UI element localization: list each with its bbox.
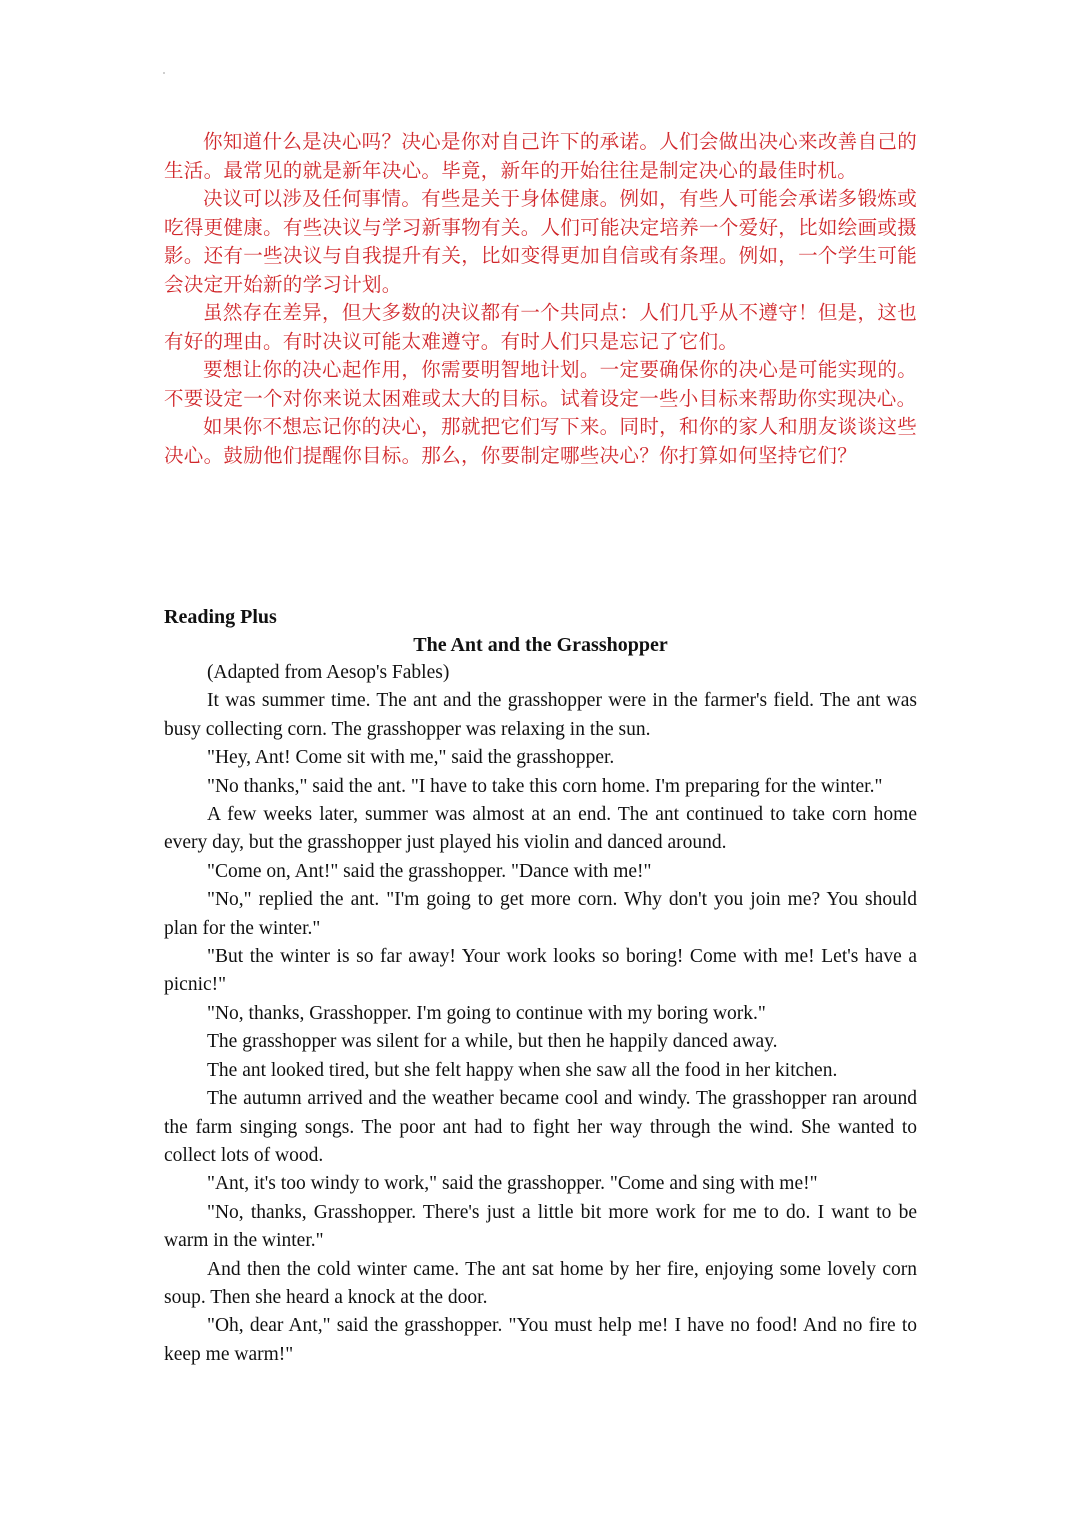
story-paragraph: The ant looked tired, but she felt happy when she saw all the food in her kitchen. [207,1059,838,1081]
story-paragraph: "No thanks," said the ant. "I have to take this corn home. I'm preparing for the winter." [207,775,883,797]
story-paragraph: The autumn arrived and the weather became cool and windy. The grasshopper ran around the farm singing songs. The poor ant had to fight her way through the wind. She wanted to collect lots of wood. [164,1088,917,1166]
chinese-paragraph-1: 你知道什么是决心吗？决心是你对自己许下的承诺。人们会做出决心来改善自己的生活。最常见的就是新年决心。毕竟，新年的开始往往是制定决心的最佳时机。 [164,130,917,182]
chinese-translation-block [164,128,917,470]
reading-plus-section [164,603,917,1369]
scan-speck [163,72,165,74]
story-paragraph: And then the cold winter came. The ant sat home by her fire, enjoying some lovely corn soup. Then she heard a knock at the door. [164,1258,917,1308]
story-paragraph: "Hey, Ant! Come sit with me," said the grasshopper. [207,747,615,769]
story-paragraph: The grasshopper was silent for a while, but then he happily danced away. [207,1031,778,1053]
chinese-paragraph-4: 要想让你的决心起作用，你需要明智地计划。一定要确保你的决心是可能实现的。不要设定一个对你来说太困难或太大的目标。试着设定一些小目标来帮助你实现决心。 [164,358,917,410]
story-paragraph: "Ant, it's too windy to work," said the grasshopper. "Come and sing with me!" [207,1173,818,1195]
chinese-paragraph-5: 如果你不想忘记你的决心，那就把它们写下来。同时，和你的家人和朋友谈谈这些决心。鼓励他们提醒你目标。那么，你要制定哪些决心？你打算如何坚持它们？ [164,415,917,467]
story-paragraph: "But the winter is so far away! Your work looks so boring! Come with me! Let's have a picnic!" [164,946,917,996]
story-paragraph: "Come on, Ant!" said the grasshopper. "Dance with me!" [207,860,652,882]
story-paragraph: "No," replied the ant. "I'm going to get more corn. Why don't you join me? You should plan for the winter." [164,889,917,939]
section-label: Reading Plus [164,606,277,628]
story-paragraph: "No, thanks, Grasshopper. I'm going to continue with my boring work." [207,1002,766,1024]
story-paragraph: It was summer time. The ant and the grasshopper were in the farmer's field. The ant was busy collecting corn. The grasshopper was relaxing in the sun. [164,690,917,740]
story-paragraph: "No, thanks, Grasshopper. There's just a little bit more work for me to do. I want to be warm in the winter." [164,1201,917,1252]
story-title: The Ant and the Grasshopper [413,634,668,656]
story-paragraph: "Oh, dear Ant," said the grasshopper. "You must help me! I have no food! And no fire to keep me warm!" [164,1315,917,1365]
story-source: (Adapted from Aesop's Fables) [207,662,450,683]
story-paragraph: A few weeks later, summer was almost at an end. The ant continued to take corn home every day, but the grasshopper just played his violin and danced around. [164,804,917,854]
chinese-paragraph-2: 决议可以涉及任何事情。有些是关于身体健康。例如，有些人可能会承诺多锻炼或吃得更健康。有些决议与学习新事物有关。人们可能决定培养一个爱好，比如绘画或摄影。还有一些决议与自我提升有关，比如变得更加自信或有条理。例如，一个学生可能会决定开始新的学习计划。 [164,187,917,296]
chinese-paragraph-3: 虽然存在差异，但大多数的决议都有一个共同点：人们几乎从不遵守！但是，这也有好的理由。有时决议可能太难遵守。有时人们只是忘记了它们。 [164,301,917,353]
